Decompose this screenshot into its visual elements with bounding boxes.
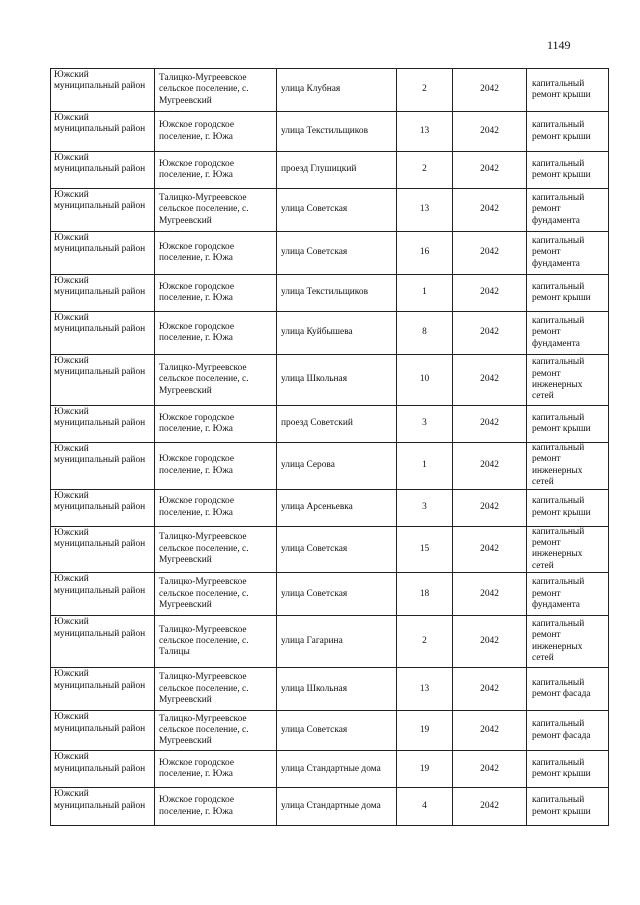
- district-cell: Южский муниципальный район: [51, 711, 155, 751]
- house-number-cell: 2: [397, 616, 453, 668]
- table-row: [51, 751, 609, 788]
- house-number-cell: 3: [397, 489, 453, 526]
- settlement-cell: Талицко-Мугреевское сельское поселение, с. Мугреевский: [155, 355, 277, 406]
- district-cell: Южский муниципальный район: [51, 152, 155, 189]
- year-cell: 2042: [453, 112, 527, 152]
- table-row: [51, 232, 609, 275]
- table-row: [51, 275, 609, 312]
- settlement-cell: Южское городское поселение, г. Южа: [155, 443, 277, 490]
- work-type-cell: капитальный ремонт крыши: [527, 275, 609, 312]
- district-cell: Южский муниципальный район: [51, 526, 155, 573]
- table-row: [51, 312, 609, 355]
- street-cell: улица Куйбышева: [277, 312, 397, 355]
- street-cell: улица Текстильщиков: [277, 275, 397, 312]
- street-cell: улица Стандартные дома: [277, 751, 397, 788]
- district-cell: Южский муниципальный район: [51, 232, 155, 275]
- district-cell: Южский муниципальный район: [51, 788, 155, 826]
- settlement-cell: Талицко-Мугреевское сельское поселение, с. Мугреевский: [155, 189, 277, 232]
- settlement-cell: Южское городское поселение, г. Южа: [155, 232, 277, 275]
- table-body: [51, 69, 609, 826]
- street-cell: улица Арсеньевка: [277, 489, 397, 526]
- settlement-cell: Южское городское поселение, г. Южа: [155, 152, 277, 189]
- year-cell: 2042: [453, 489, 527, 526]
- settlement-cell: Талицко-Мугреевское сельское поселение, с. Мугреевский: [155, 668, 277, 711]
- house-number-cell: 13: [397, 112, 453, 152]
- work-type-cell: капитальный ремонт фасада: [527, 668, 609, 711]
- table-row: [51, 788, 609, 826]
- work-type-cell: капитальный ремонт крыши: [527, 112, 609, 152]
- district-cell: Южский муниципальный район: [51, 668, 155, 711]
- street-cell: проезд Глушицкий: [277, 152, 397, 189]
- street-cell: улица Советская: [277, 711, 397, 751]
- street-cell: улица Школьная: [277, 355, 397, 406]
- house-number-cell: 13: [397, 189, 453, 232]
- settlement-cell: Южское городское поселение, г. Южа: [155, 406, 277, 443]
- year-cell: 2042: [453, 668, 527, 711]
- street-cell: улица Гагарина: [277, 616, 397, 668]
- settlement-cell: Талицко-Мугреевское сельское поселение, с. Мугреевский: [155, 526, 277, 573]
- year-cell: 2042: [453, 232, 527, 275]
- table-row: [51, 69, 609, 112]
- work-type-cell: капитальный ремонт инженерных сетей: [527, 616, 609, 668]
- year-cell: 2042: [453, 275, 527, 312]
- street-cell: улица Школьная: [277, 668, 397, 711]
- street-cell: улица Советская: [277, 232, 397, 275]
- work-type-cell: капитальный ремонт инженерных сетей: [527, 526, 609, 573]
- page-number: 1149: [547, 38, 571, 52]
- district-cell: Южский муниципальный район: [51, 189, 155, 232]
- settlement-cell: Талицко-Мугреевское сельское поселение, с. Мугреевский: [155, 573, 277, 616]
- house-number-cell: 8: [397, 312, 453, 355]
- year-cell: 2042: [453, 189, 527, 232]
- year-cell: 2042: [453, 355, 527, 406]
- settlement-cell: Южское городское поселение, г. Южа: [155, 751, 277, 788]
- house-number-cell: 4: [397, 788, 453, 826]
- work-type-cell: капитальный ремонт фундамента: [527, 312, 609, 355]
- settlement-cell: Южское городское поселение, г. Южа: [155, 275, 277, 312]
- work-type-cell: капитальный ремонт инженерных сетей: [527, 443, 609, 490]
- table-row: [51, 711, 609, 751]
- house-number-cell: 1: [397, 443, 453, 490]
- street-cell: улица Советская: [277, 526, 397, 573]
- year-cell: 2042: [453, 788, 527, 826]
- table-row: [51, 443, 609, 490]
- year-cell: 2042: [453, 406, 527, 443]
- work-type-cell: капитальный ремонт инженерных сетей: [527, 355, 609, 406]
- district-cell: Южский муниципальный район: [51, 751, 155, 788]
- work-type-cell: капитальный ремонт крыши: [527, 152, 609, 189]
- table-row: [51, 616, 609, 668]
- settlement-cell: Талицко-Мугреевское сельское поселение, с. Мугреевский: [155, 69, 277, 112]
- work-type-cell: капитальный ремонт фасада: [527, 711, 609, 751]
- house-number-cell: 19: [397, 711, 453, 751]
- table-row: [51, 112, 609, 152]
- settlement-cell: Южское городское поселение, г. Южа: [155, 788, 277, 826]
- year-cell: 2042: [453, 443, 527, 490]
- house-number-cell: 2: [397, 69, 453, 112]
- work-type-cell: капитальный ремонт фундамента: [527, 573, 609, 616]
- district-cell: Южский муниципальный район: [51, 69, 155, 112]
- year-cell: 2042: [453, 573, 527, 616]
- district-cell: Южский муниципальный район: [51, 616, 155, 668]
- district-cell: Южский муниципальный район: [51, 355, 155, 406]
- settlement-cell: Южское городское поселение, г. Южа: [155, 489, 277, 526]
- house-number-cell: 19: [397, 751, 453, 788]
- street-cell: улица Советская: [277, 189, 397, 232]
- house-number-cell: 18: [397, 573, 453, 616]
- street-cell: улица Серова: [277, 443, 397, 490]
- street-cell: улица Советская: [277, 573, 397, 616]
- table-row: [51, 489, 609, 526]
- table-row: [51, 573, 609, 616]
- district-cell: Южский муниципальный район: [51, 275, 155, 312]
- housing-repair-table: [50, 68, 609, 826]
- street-cell: улица Текстильщиков: [277, 112, 397, 152]
- district-cell: Южский муниципальный район: [51, 406, 155, 443]
- street-cell: проезд Советский: [277, 406, 397, 443]
- table-row: [51, 355, 609, 406]
- work-type-cell: капитальный ремонт фундамента: [527, 232, 609, 275]
- table-row: [51, 152, 609, 189]
- house-number-cell: 10: [397, 355, 453, 406]
- house-number-cell: 13: [397, 668, 453, 711]
- settlement-cell: Южское городское поселение, г. Южа: [155, 112, 277, 152]
- house-number-cell: 15: [397, 526, 453, 573]
- house-number-cell: 2: [397, 152, 453, 189]
- district-cell: Южский муниципальный район: [51, 312, 155, 355]
- district-cell: Южский муниципальный район: [51, 443, 155, 490]
- settlement-cell: Южское городское поселение, г. Южа: [155, 312, 277, 355]
- work-type-cell: капитальный ремонт крыши: [527, 406, 609, 443]
- house-number-cell: 16: [397, 232, 453, 275]
- year-cell: 2042: [453, 152, 527, 189]
- table-row: [51, 406, 609, 443]
- work-type-cell: капитальный ремонт крыши: [527, 69, 609, 112]
- work-type-cell: капитальный ремонт крыши: [527, 788, 609, 826]
- street-cell: улица Клубная: [277, 69, 397, 112]
- district-cell: Южский муниципальный район: [51, 573, 155, 616]
- house-number-cell: 3: [397, 406, 453, 443]
- year-cell: 2042: [453, 751, 527, 788]
- year-cell: 2042: [453, 69, 527, 112]
- settlement-cell: Талицко-Мугреевское сельское поселение, с. Мугреевский: [155, 711, 277, 751]
- table-row: [51, 189, 609, 232]
- table-row: [51, 668, 609, 711]
- year-cell: 2042: [453, 526, 527, 573]
- year-cell: 2042: [453, 312, 527, 355]
- table-row: [51, 526, 609, 573]
- settlement-cell: Талицко-Мугреевское сельское поселение, с. Талицы: [155, 616, 277, 668]
- work-type-cell: капитальный ремонт фундамента: [527, 189, 609, 232]
- street-cell: улица Стандартные дома: [277, 788, 397, 826]
- year-cell: 2042: [453, 616, 527, 668]
- year-cell: 2042: [453, 711, 527, 751]
- district-cell: Южский муниципальный район: [51, 489, 155, 526]
- district-cell: Южский муниципальный район: [51, 112, 155, 152]
- work-type-cell: капитальный ремонт крыши: [527, 489, 609, 526]
- house-number-cell: 1: [397, 275, 453, 312]
- work-type-cell: капитальный ремонт крыши: [527, 751, 609, 788]
